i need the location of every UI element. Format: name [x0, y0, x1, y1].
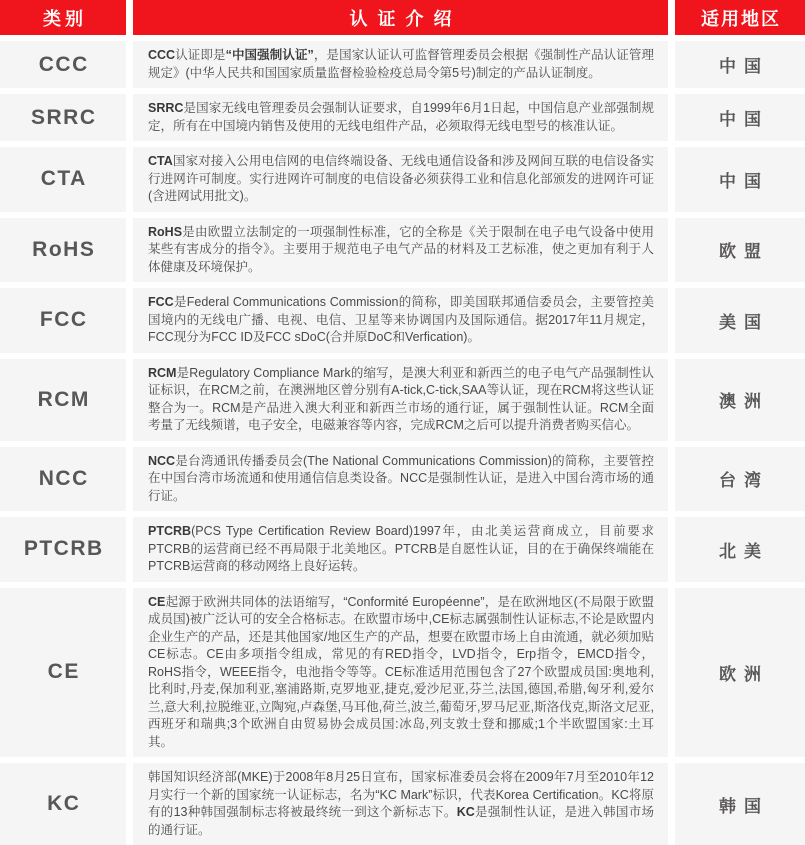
description-cell-ccc	[133, 41, 668, 88]
description-bold-text: CE	[148, 594, 166, 609]
category-cell-ccc: CCC	[0, 41, 126, 88]
description-text: 是Federal Communications Commission的简称，即美国联邦通信委员会，主要管控美国境内的无线电广播、电视、电信、卫星等来协调国内及国际通信。据2017年11月规定，FCC现分为FCC ID及FCC sDoC(合并原DoC和Verfication)。	[148, 295, 654, 344]
description-cell-rcm	[133, 359, 668, 441]
region-cell-ccc: 中国	[675, 41, 805, 88]
category-cell-rcm: RCM	[0, 359, 126, 441]
description-bold-text: RCM	[148, 365, 177, 380]
category-cell-srrc: SRRC	[0, 94, 126, 141]
category-cell-fcc: FCC	[0, 288, 126, 353]
description-text: 是由欧盟立法制定的一项强制性标准，它的全称是《关于限制在电子电气设备中使用某些有害成分的指令》。主要用于规范电子电气产品的材料及工艺标准，使之更加有利于人体健康及环境保护。	[148, 224, 654, 274]
region-cell-cta: 中国	[675, 147, 805, 212]
description-cell-ncc	[133, 447, 668, 512]
description-bold-text: PTCRB	[148, 524, 192, 538]
description-bold-text: “中国强制认证”	[225, 48, 314, 62]
region-cell-kc: 韩国	[675, 763, 805, 845]
region-cell-ncc: 台湾	[675, 447, 805, 512]
category-cell-kc: KC	[0, 763, 126, 845]
category-cell-rohs: RoHS	[0, 218, 126, 283]
description-cell-cta	[133, 147, 668, 212]
description-bold-text: CTA	[148, 154, 173, 168]
header-description: 认证介绍	[133, 0, 668, 35]
description-text: 起源于欧洲共同体的法语缩写，“Conformité Européenne”，是在欧洲地区(不局限于欧盟成员国)被广泛认可的安全合格标志。在欧盟市场中,CE标志属强制性认证标志,不论是欧盟内企业生产的产品，还是其他国家/地区生产的产品，想要在欧盟市场上自由流通，就必须加贴CE标志。CE由多项指令组成，常见的有RED指令，LVD指令，Erp指令，EMCD指令，RoHS指令，WEEE指令，电池指令等等。CE标准适用范围包含了27个欧盟成员国:奥地利,比利时,丹麦,保加利亚,塞浦路斯,克罗地亚,捷克,爱沙尼亚,芬兰,法国,德国,希腊,匈牙利,爱尔兰,意大利,拉脱维亚,立陶宛,卢森堡,马耳他,荷兰,波兰,葡萄牙,罗马尼亚,斯洛伐克,斯洛文尼亚,西班牙和瑞典;3个欧洲自由贸易协会成员国:冰岛,列支敦士登和挪威;1个半欧盟国家:土耳其。	[148, 594, 654, 749]
region-cell-fcc: 美国	[675, 288, 805, 353]
description-bold-text: NCC	[148, 453, 176, 468]
description-cell-rohs	[133, 218, 668, 283]
description-text: (PCS Type Certification Review Board)1997年，由北美运营商成立，目前要求PTCRB的运营商已经不再局限于北美地区。PTCRB是自愿性认证，目的在于确保终端能在PTCRB运营商的移动网络上良好运转。	[148, 524, 654, 573]
header-category: 类别	[0, 0, 126, 35]
category-cell-ncc: NCC	[0, 447, 126, 512]
category-cell-ce: CE	[0, 588, 126, 758]
category-cell-cta: CTA	[0, 147, 126, 212]
description-cell-ce	[133, 588, 668, 758]
category-cell-ptcrb: PTCRB	[0, 517, 126, 582]
description-text: 是强制性认证，是进入韩国市场的通行证。	[148, 805, 654, 837]
region-cell-rcm: 澳洲	[675, 359, 805, 441]
description-text: 韩国知识经济部(MKE)于2008年8月25日宣布，国家标准委员会将在2009年7月至2010年12月实行一个新的国家统一认证标志，名为“KC Mark”标识，代表Korea Certification。KC将原有的13种韩国强制标志将被最终统一到这个新标志下。	[148, 770, 654, 819]
description-bold-text: KC	[456, 805, 475, 819]
description-text: 认证即是	[175, 48, 226, 62]
description-cell-srrc	[133, 94, 668, 141]
description-text: 是台湾通讯传播委员会(The National Communications Commission)的简称，主要管控在中国台湾市场流通和使用通信信息类设备。NCC是强制性认证，是进入中国台湾市场的通行证。	[148, 453, 654, 503]
description-cell-ptcrb	[133, 517, 668, 582]
description-cell-kc	[133, 763, 668, 845]
region-cell-ptcrb: 北美	[675, 517, 805, 582]
description-text: 是Regulatory Compliance Mark的缩写，是澳大利亚和新西兰的电子电气产品强制性认证标识，在RCM之前，在澳洲地区曾分别有A-tick,C-tick,SAA等认证，现在RCM将这些认证整合为一。RCM是产品进入澳大利亚和新西兰市场的通行证，属于强制性认证。RCM全面考量了无线频谱，电子安全，电磁兼容等内容，完成RCM之后可以提升消费者购买信心。	[148, 365, 654, 432]
description-bold-text: RoHS	[148, 224, 183, 239]
description-text: 国家对接入公用电信网的电信终端设备、无线电通信设备和涉及网间互联的电信设备实行进网许可制度。实行进网许可制度的电信设备必须获得工业和信息化部颁发的进网许可证(含进网试用批文)。	[148, 154, 654, 203]
description-cell-fcc	[133, 288, 668, 353]
description-bold-text: FCC	[148, 295, 174, 309]
region-cell-srrc: 中国	[675, 94, 805, 141]
region-cell-ce: 欧洲	[675, 588, 805, 758]
header-region: 适用地区	[675, 0, 805, 35]
description-text: ，是国家认证认可监督管理委员会根据《强制性产品认证管理规定》(中华人民共和国国家质量监督检验检疫总局令第5号)制定的产品认证制度。	[148, 48, 654, 80]
description-text: 是国家无线电管理委员会强制认证要求，自1999年6月1日起，中国信息产业部强制规定，所有在中国境内销售及使用的无线电组件产品，必须取得无线电型号的核准认证。	[148, 101, 654, 133]
region-cell-rohs: 欧盟	[675, 218, 805, 283]
description-bold-text: SRRC	[148, 101, 184, 115]
description-bold-text: CCC	[148, 48, 176, 62]
